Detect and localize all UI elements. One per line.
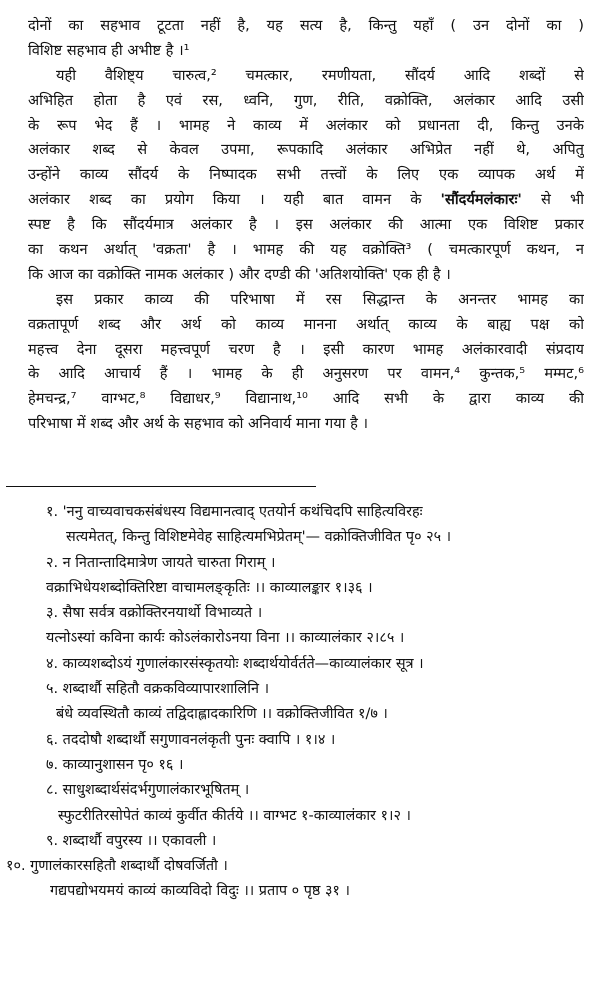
text-line: अलंकार शब्द से केवल उपमा, रूपकादि अलंकार अभिप्रेत नहीं थे, अपितु bbox=[28, 141, 584, 159]
footnote-line: ३. सैषा सर्वत्र वक्रोक्तिरनयार्थो विभाव्यते । bbox=[46, 605, 263, 622]
footnote-line: ८. साधुशब्दार्थसंदर्भगुणालंकारभूषितम् । bbox=[46, 782, 250, 799]
bold-term: 'सौंदर्यमलंकारः' bbox=[440, 191, 522, 209]
body-text bbox=[28, 14, 584, 437]
text-line: परिभाषा में शब्द और अर्थ के सहभाव को अनिवार्य माना गया है । bbox=[28, 415, 369, 433]
text-line: अभिहित होता है एवं रस, ध्वनि, गुण, रीति, वक्रोक्ति, अलंकार आदि उसी bbox=[28, 91, 584, 109]
text-line: का कथन अर्थात् 'वक्रता' है । भामह की यह वक्रोक्ति³ ( चमत्कारपूर्ण कथन, न bbox=[28, 241, 584, 259]
text-line: के आदि आचार्य हैं । भामह के ही अनुसरण पर वामन,⁴ कुन्तक,⁵ मम्मट,⁶ bbox=[28, 365, 584, 383]
footnote-line: ७. काव्यानुशासन पृ० १६ । bbox=[46, 756, 184, 773]
footnote-line: सत्यमेतत्, किन्तु विशिष्टमेवेह साहित्यमभिप्रेतम्'— वक्रोक्तिजीवित पृ० २५ । bbox=[66, 529, 452, 546]
footnote-divider bbox=[6, 486, 316, 487]
footnotes bbox=[6, 500, 590, 905]
text-line: वक्रतापूर्ण शब्द और अर्थ को काव्य मानना अर्थात् काव्य के बाह्य पक्ष को bbox=[28, 315, 584, 333]
text-line: विशिष्ट सहभाव ही अभीष्ट है ।¹ bbox=[28, 41, 190, 59]
footnote-line: १०. गुणालंकारसहितौ शब्दार्थौ दोषवर्जितौ । bbox=[6, 858, 228, 875]
footnote-line: ६. तददोषौ शब्दार्थौ सगुणावनलंकृती पुनः क्वापि । १।४ । bbox=[46, 731, 336, 748]
text-segment: से भी bbox=[521, 191, 584, 209]
text-line: महत्त्व देना दूसरा महत्त्वपूर्ण चरण है । इसी कारण भामह अलंकारवादी संप्रदाय bbox=[28, 340, 584, 358]
text-line: कि आज का वक्रोक्ति नामक अलंकार ) और दण्डी की 'अतिशयोक्ति' एक ही है । bbox=[28, 265, 451, 283]
footnote-line: स्फुटरीतिरसोपेतं काव्यं कुर्वीत कीर्तये ।। वाग्भट १-काव्यालंकार १।२ । bbox=[58, 807, 411, 824]
text-line: के रूप भेद हैं । भामह ने काव्य में अलंकार को प्रधानता दी, किन्तु उनके bbox=[28, 116, 584, 134]
text-segment: अलंकार शब्द का प्रयोग किया । यही बात वामन के bbox=[28, 191, 422, 209]
text-line: हेमचन्द्र,⁷ वाग्भट,⁸ विद्याधर,⁹ विद्यानाथ,¹⁰ आदि सभी के द्वारा काव्य की bbox=[28, 390, 584, 408]
text-line: इस प्रकार काव्य की परिभाषा में रस सिद्धान्त के अनन्तर भामह का bbox=[56, 290, 584, 308]
text-line: यही वैशिष्ट्य चारुत्व,² चमत्कार, रमणीयता, सौंदर्य आदि शब्दों से bbox=[56, 66, 584, 84]
text-line: उन्होंने काव्य सौंदर्य के निष्पादक सभी तत्त्वों के लिए एक व्यापक अर्थ में bbox=[28, 166, 584, 184]
footnote-line: १. 'ननु वाच्यवाचकसंबंधस्य विद्यमानत्वाद् एतयोर्न कथंचिदपि साहित्यविरहः bbox=[46, 504, 423, 520]
footnote-line: ५. शब्दार्थौ सहितौ वक्रकविव्यापारशालिनि । bbox=[46, 681, 270, 698]
footnote-line: गद्यपद्योभयमयं काव्यं काव्यविदो विदुः ।। प्रताप ० पृष्ठ ३१ । bbox=[50, 883, 350, 900]
footnote-line: ४. काव्यशब्दोऽयं गुणालंकारसंस्कृतयोः शब्दार्थयोर्वर्तते—काव्यालंकार सूत्र । bbox=[46, 655, 424, 672]
text-line: स्पष्ट है कि सौंदर्यमात्र अलंकार है । इस अलंकार की आत्मा एक विशिष्ट प्रकार bbox=[28, 216, 584, 234]
footnote-line: २. न नितान्तादिमात्रेण जायते चारुता गिराम् । bbox=[46, 554, 276, 571]
footnote-line: ९. शब्दार्थौ वपुरस्य ।। एकावली । bbox=[46, 832, 217, 849]
footnote-line: वक्राभिधेयशब्दोक्तिरिष्टा वाचामलङ्कृतिः ।। काव्यालङ्कार १।३६ । bbox=[46, 579, 373, 596]
text-line-with-bold bbox=[28, 188, 584, 213]
text-line: दोनों का सहभाव टूटता नहीं है, यह सत्य है, किन्तु यहाँ ( उन दोनों का ) bbox=[28, 17, 584, 34]
footnote-line: बंधे व्यवस्थितौ काव्यं तद्विदाह्लादकारिणि ।। वक्रोक्तिजीवित १/७ । bbox=[56, 706, 388, 723]
footnote-line: यत्नोऽस्यां कविना कार्यः कोऽलंकारोऽनया विना ।। काव्यालंकार २।८५ । bbox=[46, 630, 405, 647]
